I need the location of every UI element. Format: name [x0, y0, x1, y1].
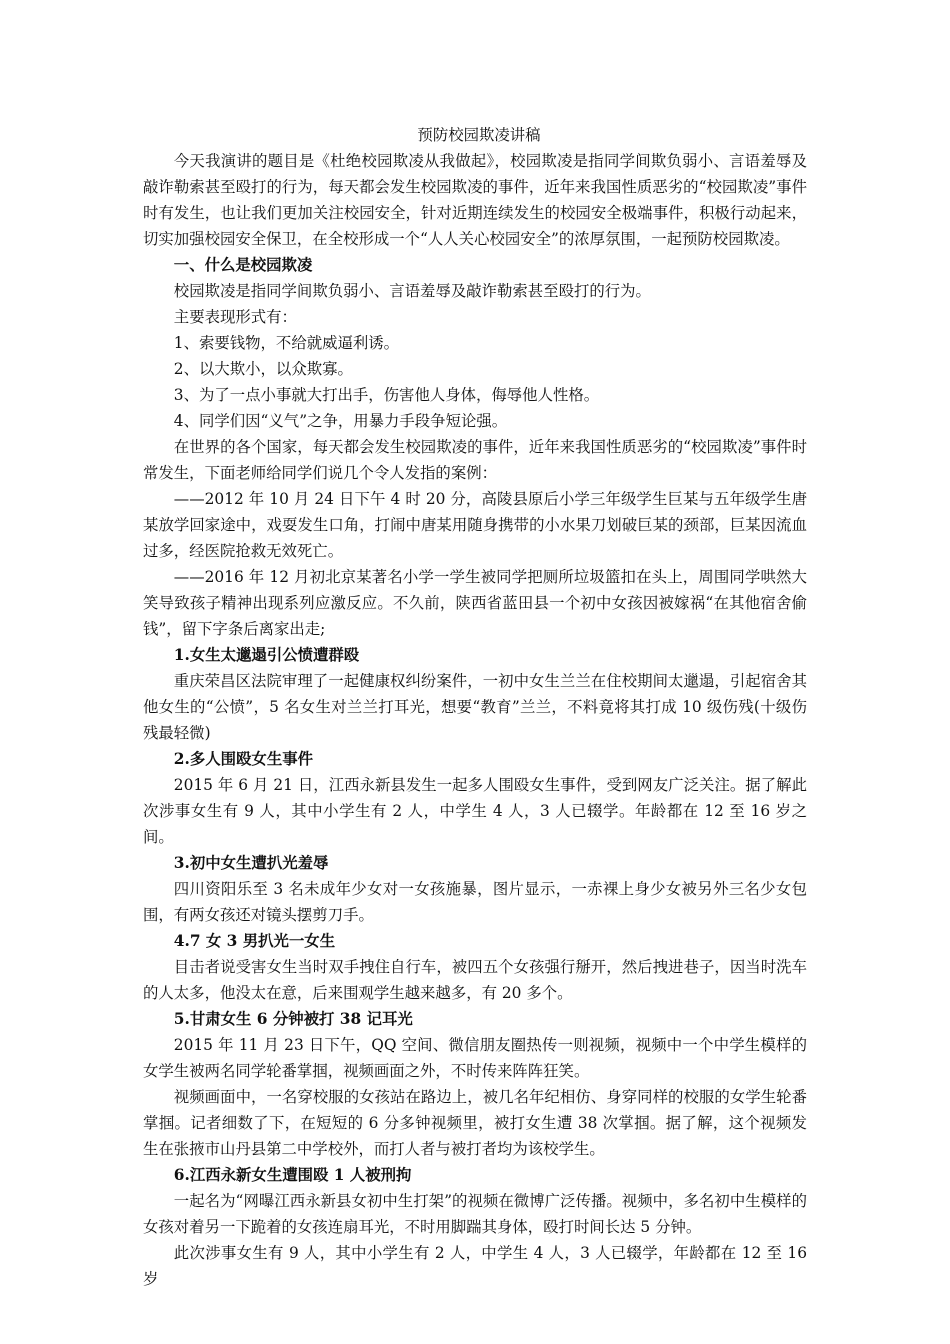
form-item: 3、为了一点小事就大打出手，伤害他人身体，侮辱他人性格。: [173, 386, 600, 404]
definition-paragraph: 校园欺凌是指同学间欺负弱小、言语羞辱及敲诈勒索甚至殴打的行为。: [173, 282, 651, 300]
cases-intro-paragraph: 在世界的各个国家，每天都会发生校园欺凌的事件，近年来我国性质恶劣的“校园欺凌”事件时常发生，下面老师给同学们说几个令人发指的案例：: [143, 438, 807, 482]
case-heading: 4.7 女 3 男扒光一女生: [173, 932, 336, 950]
form-item: 4、同学们因“义气”之争，用暴力手段争短论强。: [173, 412, 508, 430]
document-title: 预防校园欺凌讲稿: [417, 126, 541, 144]
case-heading: 5.甘肃女生 6 分钟被打 38 记耳光: [173, 1010, 413, 1028]
intro-paragraph: 今天我演讲的题目是《杜绝校园欺凌从我做起》，校园欺凌是指同学间欺负弱小、言语羞辱及敲诈勒索甚至殴打的行为，每天都会发生校园欺凌的事件，近年来我国性质恶劣的“校园欺凌”事件时有发生，也让我们更加关注校园安全，针对近期连续发生的校园安全极端事件，积极行动起来，切实加强校园安全保卫，在全校形成一个“人人关心校园安全”的浓厚氛围，一起预防校园欺凌。: [143, 152, 807, 248]
form-item: 2、以大欺小，以众欺寡。: [173, 360, 353, 378]
case-heading: 1.女生太邋遢引公愤遭群殴: [173, 646, 360, 664]
case-paragraph-2012: ——2012 年 10 月 24 日下午 4 时 20 分，高陵县原后小学三年级学生巨某与五年级学生唐某放学回家途中，戏耍发生口角，打闹中唐某用随身携带的小水果刀划破巨某的颈部，巨某因流血过多，经医院抢救无效死亡。: [143, 490, 807, 560]
case-heading: 6.江西永新女生遭围殴 1 人被刑拘: [173, 1166, 412, 1184]
case-paragraph: 2015 年 11 月 23 日下午，QQ 空间、微信朋友圈热传一则视频，视频中一个中学生模样的女学生被两名同学轮番掌掴，视频画面之外，不时传来阵阵狂笑。: [143, 1036, 807, 1080]
case-paragraph: 四川资阳乐至 3 名未成年少女对一女孩施暴，图片显示，一赤裸上身少女被另外三名少女包围，有两女孩还对镜头摆剪刀手。: [143, 880, 807, 924]
forms-label: 主要表现形式有：: [173, 308, 297, 326]
section-heading-what-is-bullying: 一、什么是校园欺凌: [173, 256, 313, 274]
case-paragraph: 目击者说受害女生当时双手拽住自行车，被四五个女孩强行掰开，然后拽进巷子，因当时洗车的人太多，他没太在意，后来围观学生越来越多，有 20 多个。: [143, 958, 807, 1002]
document-page: [143, 122, 807, 1292]
case-paragraph: 此次涉事女生有 9 人，其中小学生有 2 人，中学生 4 人，3 人已辍学，年龄都在 12 至 16 岁: [143, 1244, 807, 1288]
case-heading: 2.多人围殴女生事件: [173, 750, 313, 768]
case-paragraph: 视频画面中，一名穿校服的女孩站在路边上，被几名年纪相仿、身穿同样的校服的女学生轮番掌掴。记者细数了下，在短短的 6 分多钟视频里，被打女生遭 38 次掌掴。据了解，这个视频发生在张掖市山丹县第二中学校外，而打人者与被打者均为该校学生。: [143, 1088, 807, 1158]
form-item: 1、索要钱物，不给就威逼利诱。: [173, 334, 400, 352]
case-heading: 3.初中女生遭扒光羞辱: [173, 854, 329, 872]
case-paragraph: 2015 年 6 月 21 日，江西永新县发生一起多人围殴女生事件，受到网友广泛关注。据了解此次涉事女生有 9 人，其中小学生有 2 人，中学生 4 人，3 人已辍学。年龄都在 12 至 16 岁之间。: [143, 776, 807, 846]
case-paragraph: 一起名为“网曝江西永新县女初中生打架”的视频在微博广泛传播。视频中，多名初中生模样的女孩对着另一下跪着的女孩连扇耳光，不时用脚踹其身体，殴打时间长达 5 分钟。: [143, 1192, 807, 1236]
case-paragraph-2016: ——2016 年 12 月初北京某著名小学一学生被同学把厕所垃圾篮扣在头上，周围同学哄然大笑导致孩子精神出现系列应激反应。不久前，陕西省蓝田县一个初中女孩因被嫁祸“在其他宿舍偷钱”，留下字条后离家出走;: [143, 568, 807, 638]
case-paragraph: 重庆荣昌区法院审理了一起健康权纠纷案件，一初中女生兰兰在住校期间太邋遢，引起宿舍其他女生的“公愤”，5 名女生对兰兰打耳光，想要“教育”兰兰，不料竟将其打成 10 级伤残(十级伤残最轻微): [143, 672, 807, 742]
